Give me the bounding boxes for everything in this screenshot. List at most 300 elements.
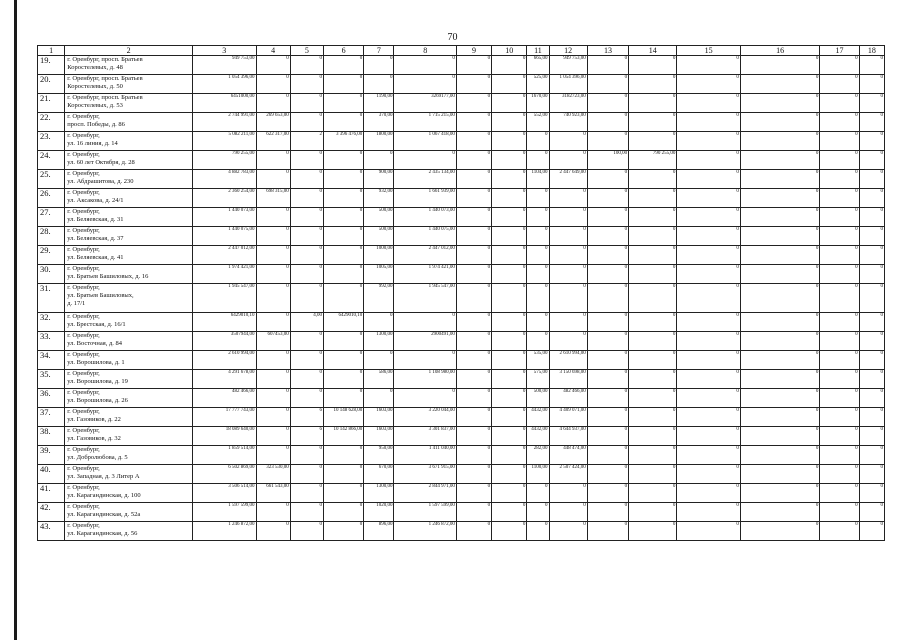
value-cell: 670,00: [364, 465, 394, 484]
row-number: 26.: [38, 189, 65, 208]
address-line: г. Оренбург,: [67, 522, 100, 529]
value-cell: 500,00: [364, 208, 394, 227]
value-cell: 0: [629, 313, 677, 332]
address-line: ул. Абдрашитова, д. 230: [67, 178, 134, 185]
value-cell: 575,00: [527, 370, 549, 389]
address-line: г. Оренбург,: [67, 408, 100, 415]
table-row: [38, 113, 885, 132]
value-cell: 0: [740, 408, 820, 427]
column-header: 15: [677, 46, 740, 56]
value-cell: 0: [549, 284, 587, 313]
address-line: г. Оренбург, просп. Братьев: [67, 94, 143, 101]
value-cell: 0: [859, 284, 884, 313]
value-cell: 482 466,00: [193, 389, 256, 408]
address-line: ул. Беляевская, д. 31: [67, 216, 124, 223]
address-cell: [65, 151, 193, 170]
value-cell: 1100,00: [527, 465, 549, 484]
address-line: д. 17/1: [67, 300, 86, 307]
value-cell: 0: [492, 151, 527, 170]
value-cell: 4 882 783,00: [193, 170, 256, 189]
value-cell: 0: [587, 427, 628, 446]
value-cell: 0: [859, 227, 884, 246]
value-cell: 0: [323, 246, 363, 265]
value-cell: 0: [549, 208, 587, 227]
value-cell: 949 753,00: [193, 56, 256, 75]
address-line: г. Оренбург,: [67, 446, 100, 453]
value-cell: 0: [256, 370, 290, 389]
value-cell: 370,00: [364, 113, 394, 132]
value-cell: 0: [323, 227, 363, 246]
value-cell: 0: [456, 465, 491, 484]
value-cell: 1190,00: [364, 94, 394, 113]
value-cell: 1300,00: [364, 332, 394, 351]
column-header: 3: [193, 46, 256, 56]
column-header: 12: [549, 46, 587, 56]
table-row: [38, 75, 885, 94]
address-line: г. Оренбург,: [67, 465, 100, 472]
value-cell: 0: [740, 113, 820, 132]
value-cell: 0: [527, 189, 549, 208]
value-cell: 323 530,00: [256, 465, 290, 484]
row-number: 39.: [38, 446, 65, 465]
value-cell: 0: [587, 370, 628, 389]
value-cell: 0: [629, 189, 677, 208]
column-header: 14: [629, 46, 677, 56]
value-cell: 0: [740, 189, 820, 208]
address-line: г. Оренбург,: [67, 332, 100, 339]
value-cell: 0: [629, 56, 677, 75]
value-cell: 0: [256, 246, 290, 265]
row-number: 25.: [38, 170, 65, 189]
address-line: г. Оренбург,: [67, 208, 100, 215]
value-cell: 0: [677, 189, 740, 208]
value-cell: 0: [677, 56, 740, 75]
value-cell: 0: [394, 56, 456, 75]
value-cell: 0: [740, 265, 820, 284]
value-cell: 525,00: [527, 75, 549, 94]
value-cell: 0: [492, 465, 527, 484]
value-cell: 0: [323, 484, 363, 503]
value-cell: 482 466,00: [549, 389, 587, 408]
value-cell: 0: [323, 284, 363, 313]
value-cell: 0: [859, 246, 884, 265]
value-cell: 0: [256, 56, 290, 75]
address-cell: [65, 408, 193, 427]
value-cell: 0: [527, 522, 549, 541]
value-cell: 0: [677, 151, 740, 170]
address-line: ул. Аксакова, д. 24/1: [67, 197, 124, 204]
value-cell: 0: [587, 113, 628, 132]
address-line: Коростелевых, д. 50: [67, 83, 123, 90]
row-number: 42.: [38, 503, 65, 522]
row-number: 38.: [38, 427, 65, 446]
value-cell: 2 610 994,00: [549, 351, 587, 370]
table-row: [38, 503, 885, 522]
value-cell: 0: [492, 313, 527, 332]
value-cell: 0: [290, 208, 323, 227]
row-number: 23.: [38, 132, 65, 151]
value-cell: 0: [323, 389, 363, 408]
value-cell: 0: [820, 132, 859, 151]
value-cell: 0: [820, 189, 859, 208]
value-cell: 0: [859, 332, 884, 351]
address-line: г. Оренбург,: [67, 189, 100, 196]
value-cell: 0: [677, 132, 740, 151]
value-cell: 0: [859, 484, 884, 503]
value-cell: 0: [456, 151, 491, 170]
value-cell: 0: [323, 370, 363, 389]
column-header: 6: [323, 46, 363, 56]
value-cell: 0: [740, 313, 820, 332]
table-row: [38, 151, 885, 170]
value-cell: 1 974 421,00: [193, 265, 256, 284]
row-number: 22.: [38, 113, 65, 132]
column-header: 18: [859, 46, 884, 56]
value-cell: 0: [677, 522, 740, 541]
value-cell: 0: [256, 389, 290, 408]
column-header: 4: [256, 46, 290, 56]
address-line: ул. Ворошилова, д. 19: [67, 378, 128, 385]
value-cell: 0: [323, 332, 363, 351]
value-cell: 2 435 134,00: [394, 170, 456, 189]
value-cell: 0: [256, 351, 290, 370]
address-line: ул. Братьев Башиловых,: [67, 292, 134, 299]
value-cell: 1 440 073,00: [394, 208, 456, 227]
value-cell: 949 753,00: [549, 56, 587, 75]
value-cell: 1 945 547,00: [394, 284, 456, 313]
value-cell: 4,00: [290, 313, 323, 332]
value-cell: 0: [820, 370, 859, 389]
address-line: ул. Ворошилова, д. 26: [67, 397, 128, 404]
value-cell: 0: [492, 351, 527, 370]
value-cell: 0: [290, 75, 323, 94]
value-cell: 0: [256, 503, 290, 522]
address-line: ул. Карагандинская, д. 56: [67, 530, 138, 537]
address-line: г. Оренбург,: [67, 151, 100, 158]
row-number: 32.: [38, 313, 65, 332]
value-cell: 3 506 514,00: [193, 484, 256, 503]
value-cell: 0: [456, 370, 491, 389]
value-cell: 1 108 980,00: [394, 370, 456, 389]
address-cell: [65, 522, 193, 541]
value-cell: 535,00: [527, 351, 549, 370]
column-header: 7: [364, 46, 394, 56]
value-cell: 0: [677, 446, 740, 465]
value-cell: 607453,00: [256, 332, 290, 351]
address-line: ул. Добролюбова, д. 5: [67, 454, 128, 461]
address-line: г. Оренбург,: [67, 503, 100, 510]
value-cell: 0: [740, 56, 820, 75]
value-cell: 0: [820, 94, 859, 113]
value-cell: 0: [492, 408, 527, 427]
value-cell: 0: [290, 465, 323, 484]
value-cell: 0: [820, 446, 859, 465]
value-cell: 0: [456, 94, 491, 113]
value-cell: 0: [677, 332, 740, 351]
value-cell: 0: [394, 75, 456, 94]
value-cell: 0: [859, 408, 884, 427]
value-cell: 0: [323, 351, 363, 370]
value-cell: 269 653,00: [256, 113, 290, 132]
value-cell: 0: [323, 522, 363, 541]
value-cell: 0: [820, 389, 859, 408]
value-cell: 896,00: [364, 522, 394, 541]
value-cell: 1 440 075,00: [394, 227, 456, 246]
value-cell: 0: [587, 132, 628, 151]
value-cell: 0: [364, 389, 394, 408]
value-cell: 0: [859, 170, 884, 189]
value-cell: 3269177,00: [394, 94, 456, 113]
address-line: Коростелевых, д. 53: [67, 102, 123, 109]
table-row: [38, 427, 885, 446]
address-line: г. Оренбург,: [67, 484, 100, 491]
value-cell: 0: [677, 408, 740, 427]
value-cell: 0: [256, 522, 290, 541]
value-cell: 1 246 872,00: [394, 522, 456, 541]
value-cell: 0: [256, 313, 290, 332]
value-cell: 0: [256, 94, 290, 113]
value-cell: 0: [549, 484, 587, 503]
value-cell: 698 315,00: [256, 189, 290, 208]
value-cell: 6: [290, 427, 323, 446]
value-cell: 0: [290, 151, 323, 170]
value-cell: 0: [256, 75, 290, 94]
value-cell: 0: [290, 389, 323, 408]
value-cell: 0: [290, 189, 323, 208]
value-cell: 0: [740, 522, 820, 541]
value-cell: 0: [629, 389, 677, 408]
value-cell: 0: [527, 246, 549, 265]
value-cell: 1000,00: [364, 246, 394, 265]
value-cell: 2 507 424,00: [549, 465, 587, 484]
value-cell: 10 148 628,00: [323, 408, 363, 427]
value-cell: 0: [740, 151, 820, 170]
value-cell: 0: [820, 151, 859, 170]
value-cell: 0: [492, 427, 527, 446]
value-cell: 0: [492, 246, 527, 265]
value-cell: 0: [456, 113, 491, 132]
value-cell: 0: [859, 132, 884, 151]
value-cell: 0: [492, 170, 527, 189]
value-cell: 0: [549, 332, 587, 351]
address-cell: [65, 284, 193, 313]
value-cell: 1670,00: [527, 94, 549, 113]
value-cell: 0: [587, 313, 628, 332]
value-cell: 2 447 012,00: [394, 246, 456, 265]
address-line: просп. Победы, д. 86: [67, 121, 125, 128]
address-cell: [65, 351, 193, 370]
value-cell: 0: [256, 227, 290, 246]
page-number: 70: [447, 32, 458, 43]
value-cell: 0: [859, 94, 884, 113]
value-cell: 0: [549, 313, 587, 332]
value-cell: 0: [527, 227, 549, 246]
value-cell: 0: [629, 484, 677, 503]
address-line: ул. 16 линия, д. 14: [67, 140, 118, 147]
value-cell: 0: [492, 132, 527, 151]
value-cell: 4432,00: [527, 408, 549, 427]
table-row: [38, 284, 885, 313]
value-cell: 0: [456, 427, 491, 446]
value-cell: 0: [629, 94, 677, 113]
value-cell: 0: [820, 284, 859, 313]
address-cell: [65, 56, 193, 75]
value-cell: 1603,00: [364, 408, 394, 427]
value-cell: 0: [820, 408, 859, 427]
row-number: 29.: [38, 246, 65, 265]
value-cell: 0: [859, 446, 884, 465]
value-cell: 0: [456, 389, 491, 408]
address-line: ул. Беляевская, д. 37: [67, 235, 124, 242]
value-cell: 0: [290, 113, 323, 132]
value-cell: 0: [740, 446, 820, 465]
value-cell: 0: [492, 389, 527, 408]
value-cell: 0: [492, 484, 527, 503]
address-cell: [65, 208, 193, 227]
value-cell: 0: [820, 465, 859, 484]
row-number: 27.: [38, 208, 65, 227]
address-cell: [65, 246, 193, 265]
column-header: 5: [290, 46, 323, 56]
table-row: [38, 170, 885, 189]
value-cell: 0: [549, 227, 587, 246]
value-cell: 1 067 418,00: [394, 132, 456, 151]
value-cell: 2 447 012,00: [193, 246, 256, 265]
value-cell: 0: [587, 94, 628, 113]
value-cell: 0: [629, 75, 677, 94]
value-cell: 0: [256, 151, 290, 170]
address-cell: [65, 446, 193, 465]
value-cell: 0: [456, 132, 491, 151]
value-cell: 0: [492, 227, 527, 246]
value-cell: 0: [364, 351, 394, 370]
value-cell: 1 859 514,00: [193, 446, 256, 465]
value-cell: 0: [290, 170, 323, 189]
value-cell: 0: [256, 208, 290, 227]
value-cell: 0: [323, 446, 363, 465]
value-cell: 0: [820, 503, 859, 522]
value-cell: 0: [859, 370, 884, 389]
table-row: [38, 446, 885, 465]
column-header: 13: [587, 46, 628, 56]
value-cell: 3 396 476,00: [323, 132, 363, 151]
value-cell: 0: [456, 446, 491, 465]
value-cell: 0: [290, 284, 323, 313]
row-number: 30.: [38, 265, 65, 284]
value-cell: 18 089 640,00: [193, 427, 256, 446]
value-cell: 0: [740, 465, 820, 484]
value-cell: 1 597 599,00: [394, 503, 456, 522]
value-cell: 1 440 073,00: [193, 208, 256, 227]
address-line: ул. Карагандинская, д. 100: [67, 492, 141, 499]
address-line: г. Оренбург,: [67, 284, 100, 291]
value-cell: 0: [629, 446, 677, 465]
address-cell: [65, 189, 193, 208]
value-cell: 0: [859, 56, 884, 75]
value-cell: 0: [290, 94, 323, 113]
table-row: [38, 389, 885, 408]
value-cell: 0: [492, 284, 527, 313]
value-cell: 0: [290, 332, 323, 351]
value-cell: 586,00: [364, 370, 394, 389]
row-number: 21.: [38, 94, 65, 113]
value-cell: 1 945 547,00: [193, 284, 256, 313]
column-number-header: [38, 46, 885, 56]
table-row: [38, 56, 885, 75]
value-cell: 0: [859, 151, 884, 170]
value-cell: 0: [740, 284, 820, 313]
value-cell: 900,00: [364, 170, 394, 189]
value-cell: 1104,00: [527, 170, 549, 189]
address-line: ул. Беляевская, д. 41: [67, 254, 124, 261]
value-cell: 0: [587, 351, 628, 370]
value-cell: 0: [323, 189, 363, 208]
value-cell: 1020,00: [364, 503, 394, 522]
value-cell: 0: [820, 246, 859, 265]
value-cell: 0: [677, 75, 740, 94]
value-cell: 0: [677, 265, 740, 284]
value-cell: 0: [587, 208, 628, 227]
value-cell: 0: [587, 522, 628, 541]
value-cell: 0: [629, 503, 677, 522]
value-cell: 0: [256, 284, 290, 313]
value-cell: 0: [820, 56, 859, 75]
value-cell: 0: [677, 465, 740, 484]
value-cell: 0: [323, 170, 363, 189]
value-cell: 0: [527, 208, 549, 227]
value-cell: 0: [394, 151, 456, 170]
value-cell: 3 671 915,00: [394, 465, 456, 484]
value-cell: 0: [527, 503, 549, 522]
value-cell: 0: [677, 313, 740, 332]
value-cell: 0: [629, 246, 677, 265]
value-cell: 622 317,00: [256, 132, 290, 151]
value-cell: 0: [859, 465, 884, 484]
value-cell: 0: [740, 389, 820, 408]
value-cell: 500,00: [364, 227, 394, 246]
value-cell: 0: [740, 427, 820, 446]
value-cell: 1005,00: [364, 265, 394, 284]
value-cell: 0: [677, 113, 740, 132]
value-cell: 0: [677, 389, 740, 408]
address-line: г. Оренбург,: [67, 313, 100, 320]
value-cell: 0: [859, 208, 884, 227]
address-cell: [65, 427, 193, 446]
value-cell: 0: [364, 56, 394, 75]
value-cell: 0: [549, 265, 587, 284]
address-cell: [65, 370, 193, 389]
value-cell: 0: [456, 170, 491, 189]
value-cell: 3507944,00: [193, 332, 256, 351]
row-number: 43.: [38, 522, 65, 541]
value-cell: 3 150 698,00: [549, 370, 587, 389]
value-cell: 6: [290, 408, 323, 427]
value-cell: 0: [677, 246, 740, 265]
value-cell: 0: [859, 113, 884, 132]
value-cell: 0: [364, 313, 394, 332]
value-cell: 0: [364, 151, 394, 170]
value-cell: 0: [587, 465, 628, 484]
table-row: [38, 313, 885, 332]
value-cell: 0: [492, 94, 527, 113]
address-cell: [65, 265, 193, 284]
value-cell: 0: [323, 151, 363, 170]
table-row: [38, 208, 885, 227]
value-cell: 740 923,00: [549, 113, 587, 132]
value-cell: 0: [629, 465, 677, 484]
value-cell: 4 409 071,00: [549, 408, 587, 427]
value-cell: 1 054 396,00: [549, 75, 587, 94]
